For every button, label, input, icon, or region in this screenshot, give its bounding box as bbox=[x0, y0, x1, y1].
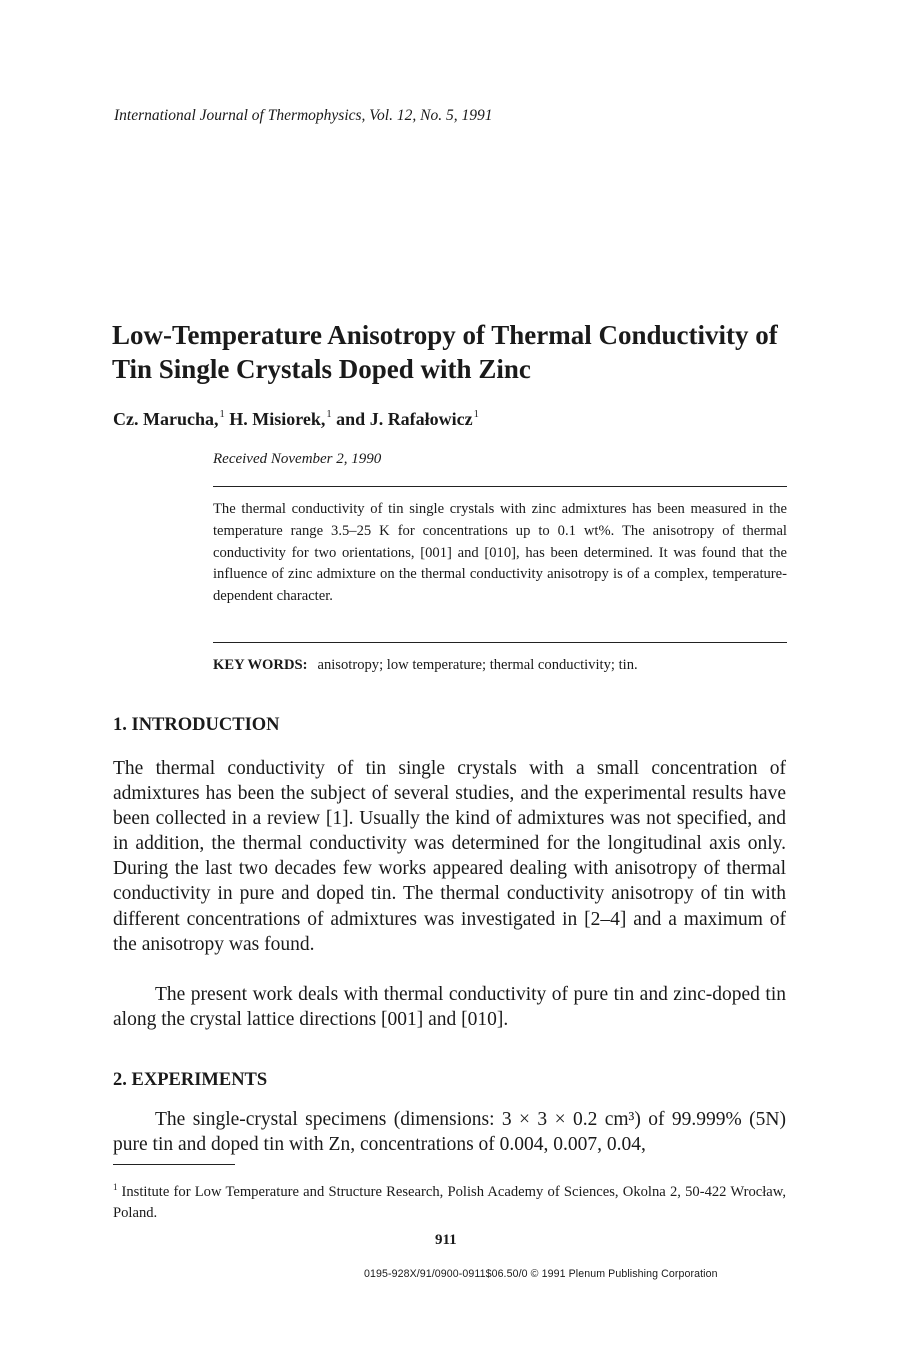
author-name: Cz. Marucha, bbox=[113, 409, 219, 429]
section-heading: 2. EXPERIMENTS bbox=[113, 1070, 268, 1090]
author-name: H. Misiorek, bbox=[229, 409, 326, 429]
author-joiner: and bbox=[336, 409, 366, 429]
page-number: 911 bbox=[435, 1232, 457, 1248]
affiliation-mark: 1 bbox=[219, 409, 225, 420]
journal-citation: International Journal of Thermophysics, Vol. 12, No. 5, 1991 bbox=[114, 107, 493, 124]
affiliation-mark: 1 bbox=[473, 409, 479, 420]
abstract-top-rule bbox=[213, 486, 787, 487]
footnote-mark: 1 bbox=[113, 1182, 118, 1192]
footnote-rule bbox=[113, 1164, 235, 1165]
abstract-text: The thermal conductivity of tin single crystals with zinc admixtures has been measured in the temperature range 3.5–25 K for concentrations up to 0.1 wt%. The anisotropy of thermal conductivity for two orientations, [001] and [010], has been determined. It was found that the influence of zinc admixture on the thermal conductivity anisotropy is of a complex, temperature-dependent character. bbox=[213, 501, 787, 605]
footnote-text: Institute for Low Temperature and Structure Research, Polish Academy of Sciences, Okolna 2, 50-422 Wrocław, Poland. bbox=[113, 1184, 786, 1221]
abstract-bottom-rule bbox=[213, 642, 787, 643]
author-name: J. Rafałowicz bbox=[369, 409, 473, 429]
affiliation-mark: 1 bbox=[326, 409, 332, 420]
keywords-line bbox=[213, 657, 638, 674]
paper-title: Low-Temperature Anisotropy of Thermal Conductivity of Tin Single Crystals Doped with Zinc bbox=[112, 320, 778, 384]
author-list bbox=[113, 409, 479, 430]
keywords-text: anisotropy; low temperature; thermal conductivity; tin. bbox=[317, 657, 638, 673]
section-heading: 1. INTRODUCTION bbox=[113, 715, 280, 735]
footnote bbox=[113, 1177, 786, 1223]
body-paragraph: The present work deals with thermal conductivity of pure tin and zinc-doped tin along the crystal lattice directions [001] and [010]. bbox=[113, 984, 786, 1031]
body-paragraph: The thermal conductivity of tin single crystals with a small concentration of admixtures has been the subject of several studies, and the experimental results have been collected in a review [1]. Usually the kind of admixtures was not specified, and in addition, the thermal conductivity was determined for the longitudinal axis only. During the last two decades few works appeared dealing with anisotropy of thermal conductivity in pure and doped tin. The thermal conductivity anisotropy of tin with different concentrations of admixtures was investigated in [2–4] and a maximum of the anisotropy was found. bbox=[113, 758, 786, 955]
received-date: Received November 2, 1990 bbox=[213, 451, 382, 467]
keywords-label: KEY WORDS: bbox=[213, 657, 308, 673]
copyright-line: 0195-928X/91/0900-0911$06.50/0 © 1991 Plenum Publishing Corporation bbox=[364, 1268, 718, 1280]
body-paragraph: The single-crystal specimens (dimensions: 3 × 3 × 0.2 cm³) of 99.999% (5N) pure tin and doped tin with Zn, concentrations of 0.004, 0.007, 0.04, bbox=[113, 1109, 786, 1156]
